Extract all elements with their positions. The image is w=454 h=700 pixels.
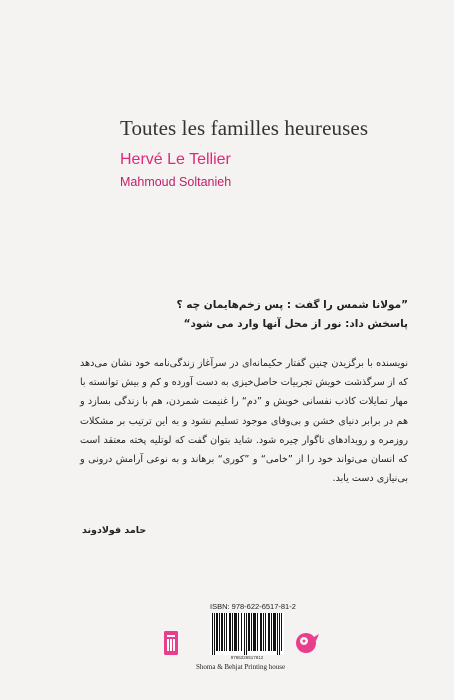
epigraph-quote (150, 296, 408, 334)
barcode-icon (210, 613, 284, 655)
book-title: Toutes les familles heureuses (120, 116, 369, 140)
translator-name: Mahmoud Soltanieh (120, 175, 232, 189)
author-name: Hervé Le Tellier (120, 151, 231, 168)
bird-logo-icon (295, 629, 319, 655)
publisher-name: Shoma & Behjat Printing house (196, 663, 286, 671)
quote-line-2: پاسخش داد: نور از محل آنها وارد می شود“ (183, 318, 408, 330)
barcode-number: 9786226517812 (230, 655, 264, 660)
blurb-author-signature: حامد فولادوند (82, 525, 147, 536)
isbn-label: ISBN: 978-622-6517-81-2 (210, 602, 296, 611)
publisher-logo-icon (164, 631, 178, 655)
quote-line-1: ”مولانا شمس را گفت : پس زخم‌هایمان چه ؟ (176, 299, 408, 311)
blurb-paragraph: نویسنده با برگزیدن چنین گفتار حکیمانه‌ای در سرآغاز زندگی‌نامه خود نشان می‌دهد که از سرگذشت خویش تجربیات حاصل‌خیزی به دست آورده و کم و بیش توانسته با مهار تمایلات کاذب نفسانی خویش و ”دم“ را غنیمت شمردن، هم با زندگی بسازد و هم در برابر دنیای خشن و بی‌وفای موجود تسلیم نشود و به این ترتیب بر مشکلات روزمره و رویدادهای ناگوار چیره شود. شاید بتوان گفت که لوتلیه پخته معتقد است که انسان می‌تواند خود را از ”خامی“ و ”کوری“ برهاند و به نوعی آرامش درونی و بی‌نیازی دست یابد. (80, 358, 408, 485)
